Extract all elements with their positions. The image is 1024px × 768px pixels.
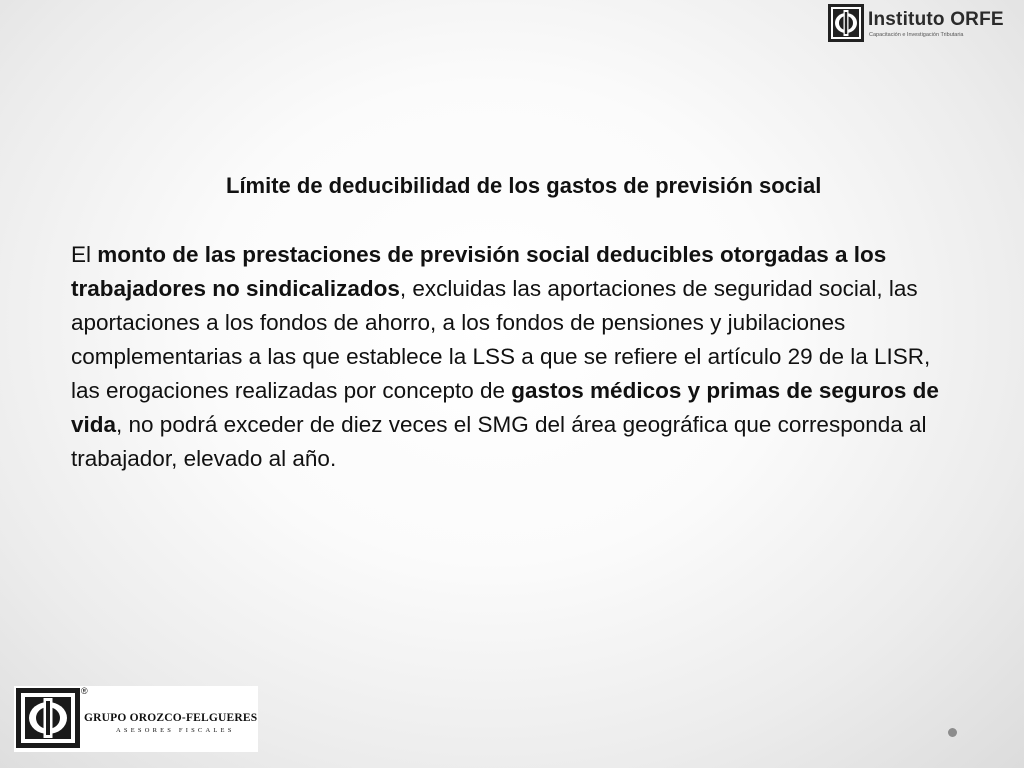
gof-phi-logo-icon [16, 688, 80, 748]
registered-mark: ® [81, 686, 88, 696]
slide-title: Límite de deducibilidad de los gastos de previsión social [226, 173, 822, 198]
body-text-run: El [71, 242, 98, 267]
slide-dot [948, 728, 957, 737]
orfe-phi-logo-icon [828, 4, 864, 42]
instituto-orfe-logo [828, 4, 1018, 46]
orfe-logo-tagline: Capacitación e Investigación Tributaria [869, 32, 964, 38]
body-bold-run: gastos médicos y primas de seguros de vida [71, 378, 939, 437]
body-text-run: , no podrá exceder de diez veces el SMG del área geográfica que corresponda al trabajador, elevado al año. [71, 412, 927, 471]
grupo-orozco-felgueres-logo [14, 686, 258, 752]
body-bold-run: monto de las prestaciones de previsión social deducibles otorgadas a los trabajadores no sindicalizados [71, 242, 887, 301]
body-text-run: , excluidas las aportaciones de seguridad social, las aportaciones a los fondos de ahorro, a los fondos de pensiones y jubilaciones complementarias a las que establece la LSS a que se refiere el artículo 29 de la LISR, las erogaciones realizadas por concepto de [71, 276, 931, 403]
gof-logo-subtitle: ASESORES FISCALES [116, 727, 235, 734]
slide-body [71, 238, 961, 476]
orfe-logo-name: Instituto ORFE [868, 9, 1004, 30]
gof-logo-name: GRUPO OROZCO-FELGUERES [84, 712, 258, 724]
